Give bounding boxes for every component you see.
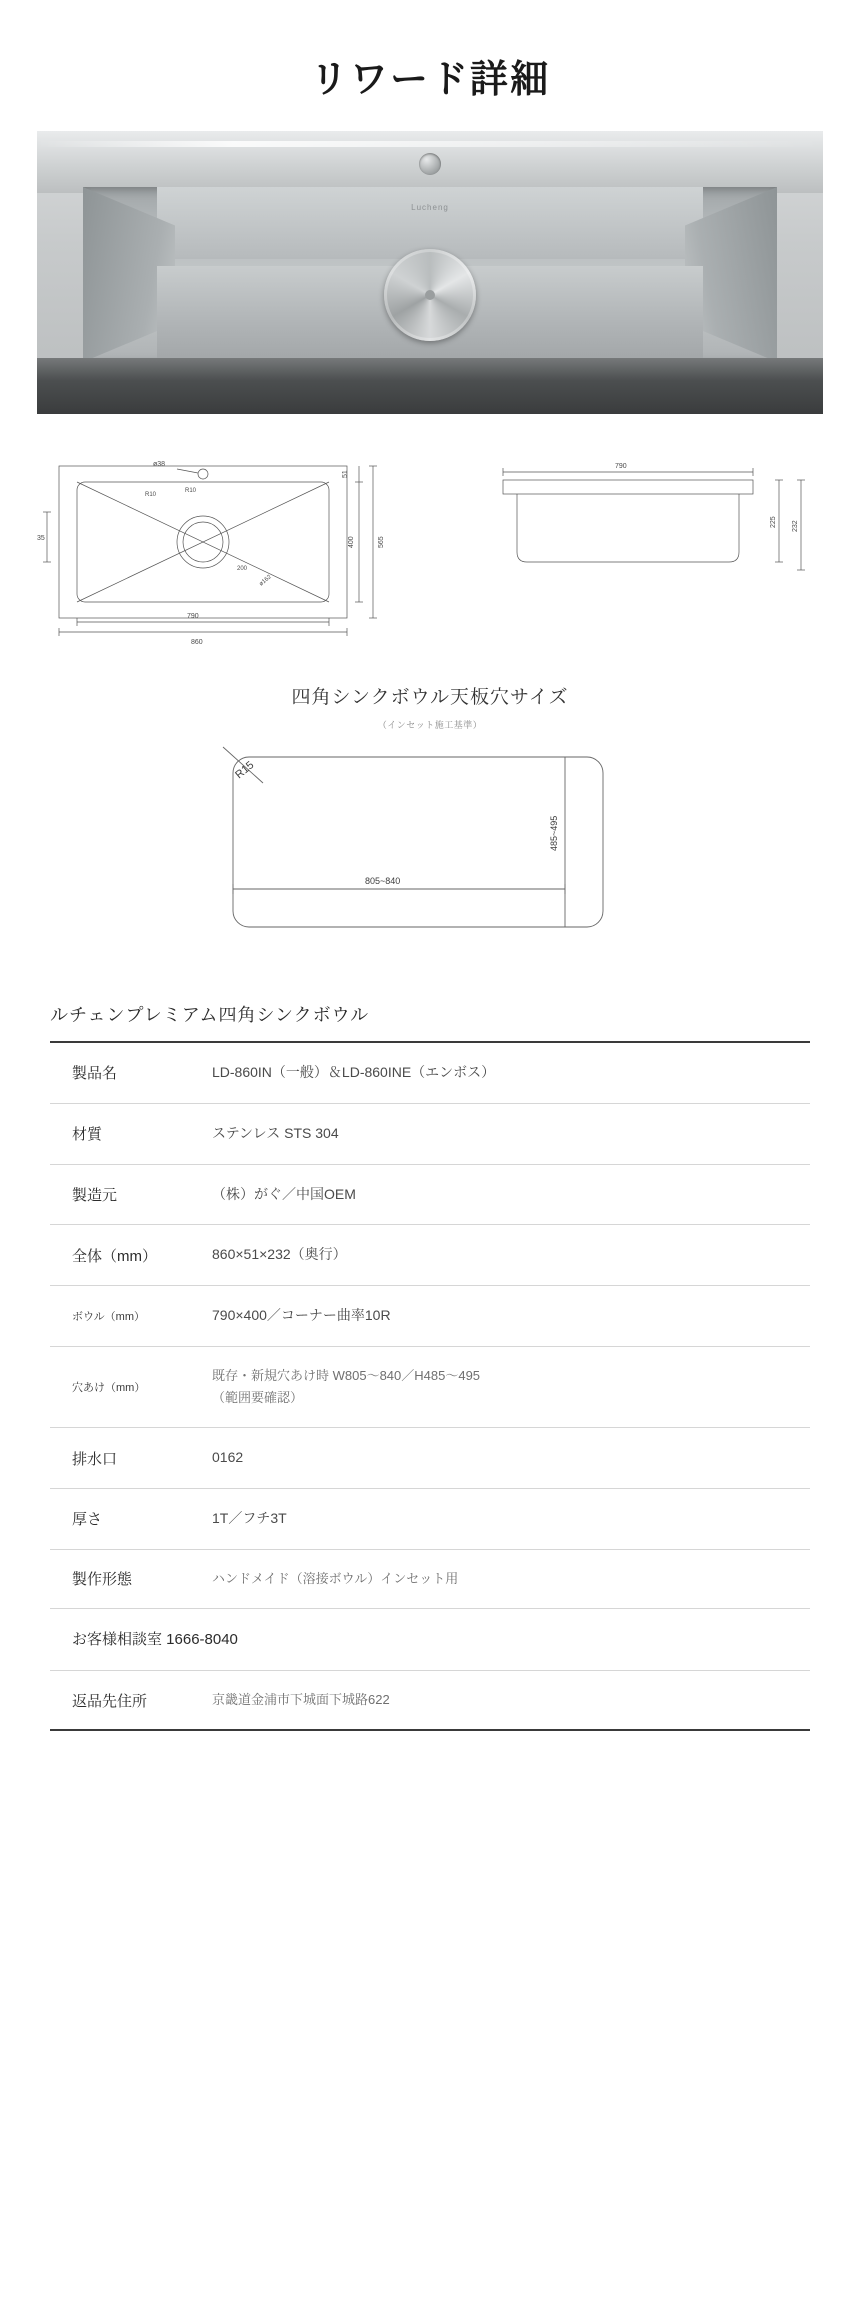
spec-label-drain: 排水口 bbox=[72, 1450, 118, 1468]
spec-label-overall-size: 全体（mm） bbox=[72, 1247, 157, 1265]
label-cutout-radius: R15 bbox=[233, 759, 257, 782]
label-total-height: 232 bbox=[792, 520, 799, 532]
countertop-cutout-drawing bbox=[215, 743, 645, 943]
label-side-width: 790 bbox=[615, 463, 627, 470]
technical-drawings bbox=[37, 452, 823, 652]
label-inner-width: 790 bbox=[187, 613, 199, 620]
spec-value-product-name: LD-860IN（一般）＆LD-860INE（エンボス） bbox=[212, 1064, 496, 1080]
spec-value-cutout bbox=[200, 1346, 810, 1427]
label-drain-dia: ø162 bbox=[258, 574, 273, 588]
label-outer-width: 860 bbox=[191, 639, 203, 646]
spec-label-product-name: 製品名 bbox=[72, 1065, 118, 1083]
counter-front-edge bbox=[37, 358, 823, 414]
cutout-section-subheading: （インセット施工基準） bbox=[377, 720, 483, 730]
spec-label-bowl-size: ボウル（mm） bbox=[72, 1311, 145, 1324]
spec-label-cutout: 穴あけ（mm） bbox=[72, 1382, 146, 1395]
label-corner-radius-left: R10 bbox=[145, 492, 157, 498]
label-bowl-depth: 225 bbox=[770, 516, 777, 528]
table-row bbox=[50, 1671, 810, 1731]
brand-mark: Lucheng bbox=[411, 203, 449, 212]
faucet-hole bbox=[419, 153, 441, 175]
top-view-drawing bbox=[37, 452, 397, 652]
table-row bbox=[50, 1549, 810, 1608]
table-row bbox=[50, 1428, 810, 1489]
page-bottom-spacer bbox=[0, 1731, 860, 1801]
spec-value-drain: 0162 bbox=[212, 1449, 244, 1466]
spec-table-title: ルチェンプレミアム四角シンクボウル bbox=[50, 1005, 370, 1025]
drain-strainer bbox=[384, 249, 476, 341]
spec-value-bowl-size: 790×400／コーナー曲率10R bbox=[212, 1307, 391, 1324]
cutout-section-heading: 四角シンクボウル天板穴サイズ bbox=[291, 687, 569, 708]
table-row bbox=[50, 1488, 810, 1549]
table-row bbox=[50, 1608, 810, 1671]
table-row bbox=[50, 1225, 810, 1286]
table-row bbox=[50, 1164, 810, 1225]
table-row bbox=[50, 1286, 810, 1347]
spec-value-fabrication: ハンドメイド（溶接ボウル）インセット用 bbox=[212, 1570, 459, 1586]
spec-label-fabrication: 製作形態 bbox=[72, 1571, 133, 1589]
spec-value-manufacturer: （株）がぐ／中国OEM bbox=[212, 1185, 356, 1202]
rim-highlight bbox=[37, 141, 823, 147]
spec-value-material: ステンレス STS 304 bbox=[212, 1124, 339, 1141]
label-left-depth: 35 bbox=[37, 535, 45, 542]
label-top-edge: 51 bbox=[342, 470, 349, 478]
spec-customer-service: お客様相談室 1666-8040 bbox=[72, 1630, 238, 1648]
table-row bbox=[50, 1346, 810, 1427]
table-row bbox=[50, 1103, 810, 1164]
spec-label-return-address: 返品先住所 bbox=[72, 1692, 148, 1710]
page-title: リワード詳細 bbox=[309, 59, 550, 101]
spec-value-overall-size: 860×51×232（奥行） bbox=[212, 1246, 347, 1263]
spec-value-cutout-line1: 既存・新規穴あけ時 W805〜840／H485〜495 bbox=[212, 1367, 481, 1383]
spec-value-cutout-line2: （範囲要確認） bbox=[212, 1390, 304, 1406]
spec-value-thickness: 1T／フチ3T bbox=[212, 1509, 287, 1526]
table-row bbox=[50, 1042, 810, 1103]
label-cutout-height: 485~495 bbox=[549, 815, 559, 851]
spec-table bbox=[50, 1041, 810, 1731]
label-corner-radius-right: R10 bbox=[185, 488, 197, 494]
label-outer-height: 565 bbox=[378, 536, 385, 548]
spec-label-thickness: 厚さ bbox=[72, 1511, 103, 1529]
label-drain-offset: 200 bbox=[237, 566, 248, 572]
side-view-drawing bbox=[483, 452, 823, 652]
spec-value-return-address: 京畿道金浦市下城面下城路622 bbox=[212, 1692, 390, 1708]
product-photo bbox=[37, 131, 823, 414]
spec-label-manufacturer: 製造元 bbox=[72, 1186, 118, 1204]
spec-label-material: 材質 bbox=[72, 1126, 103, 1144]
label-cutout-width: 805~840 bbox=[365, 876, 401, 886]
label-inner-height: 400 bbox=[348, 536, 355, 548]
label-hole-dia: ø38 bbox=[153, 461, 166, 468]
